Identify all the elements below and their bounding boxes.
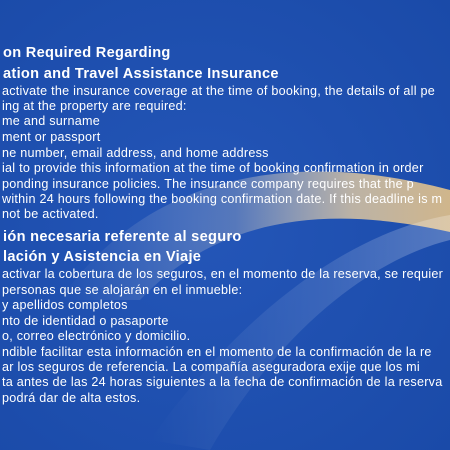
spanish-intro-line-2: personas que se alojarán en el inmueble: <box>2 283 243 297</box>
spanish-body-line-4: podrá dar de alta estos. <box>2 391 141 405</box>
english-list-item-1: me and surname <box>2 114 101 128</box>
english-intro-line-2: ing at the property are required: <box>2 99 187 113</box>
english-list-item-2: ment or passport <box>2 130 101 144</box>
english-body-line-4: not be activated. <box>2 207 99 221</box>
spanish-intro-line-1: activar la cobertura de los seguros, en el momento de la reserva, se requier <box>2 267 444 281</box>
english-list-item-3: ne number, email address, and home address <box>2 146 269 160</box>
spanish-list-item-3: o, correo electrónico y domicilio. <box>2 329 191 343</box>
english-heading-line-1: on Required Regarding <box>3 45 171 61</box>
english-intro-line-1: activate the insurance coverage at the time of booking, the details of all pe <box>2 84 435 98</box>
spanish-list-item-1: y apellidos completos <box>2 298 128 312</box>
english-body-line-1: ial to provide this information at the time of booking confirmation in order <box>2 161 424 175</box>
english-body-line-2: ponding insurance policies. The insurance company requires that the p <box>2 177 414 191</box>
spanish-body-line-1: ndible facilitar esta información en el momento de la confirmación de la re <box>2 345 432 359</box>
spanish-body-line-2: ar los seguros de referencia. La compañía aseguradora exije que los mi <box>2 360 420 374</box>
spanish-heading-line-1: ión necesaria referente al seguro <box>3 229 242 245</box>
spanish-heading-line-2: lación y Asistencia en Viaje <box>3 249 202 265</box>
english-body-line-3: within 24 hours following the booking confirmation date. If this deadline is m <box>2 192 443 206</box>
english-heading-line-2: ation and Travel Assistance Insurance <box>3 66 279 82</box>
spanish-body-line-3: ta antes de las 24 horas siguientes a la fecha de confirmación de la reserva <box>2 375 443 389</box>
spanish-list-item-2: nto de identidad o pasaporte <box>2 314 169 328</box>
